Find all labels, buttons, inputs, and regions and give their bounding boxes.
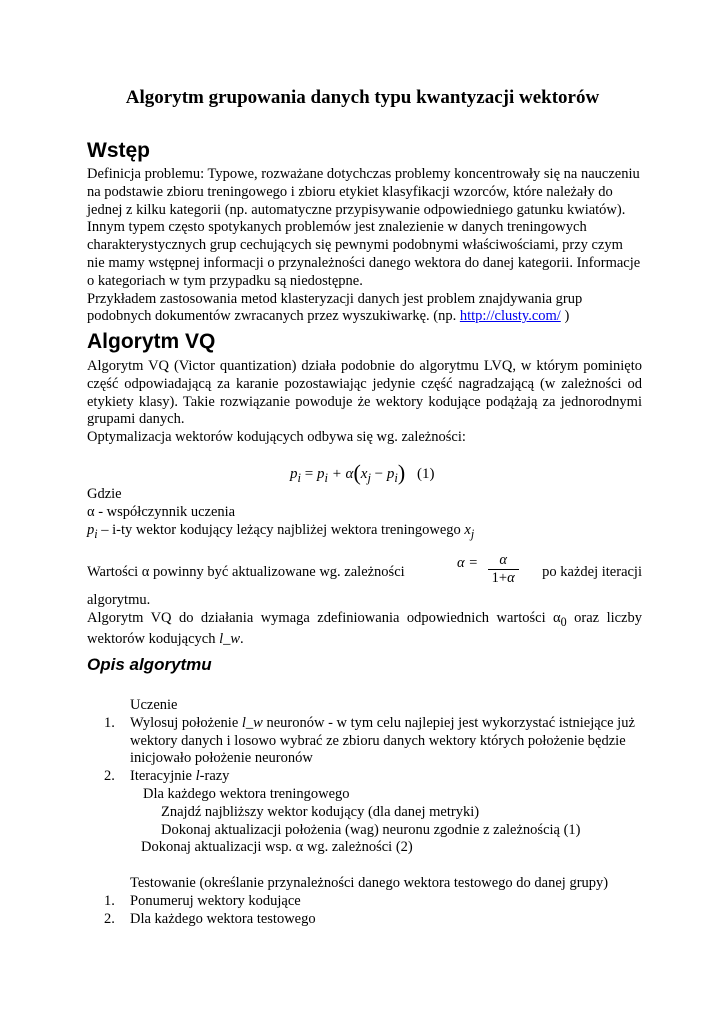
def-p-symbol: p: [87, 521, 95, 538]
formula-p: p: [290, 466, 298, 482]
formula-open-paren: (: [353, 460, 361, 485]
alpha-update-text: Wartości α powinny być aktualizowane wg. zależności: [87, 564, 405, 580]
step-1: [87, 715, 642, 768]
vq-params-text-a: Algorytm VQ do działania wymaga zdefiniowania odpowiednich wartości α: [87, 609, 561, 626]
formula-close-paren: ): [397, 460, 406, 485]
formula-equals: =: [300, 466, 317, 482]
formula-p3: p: [386, 466, 395, 482]
def-p-sub: i: [94, 526, 98, 541]
def-x-symbol: x: [464, 521, 471, 538]
step-2: [87, 768, 642, 786]
update-formula: [290, 460, 434, 486]
alpha-frac: [488, 552, 519, 587]
intro-paragraph: Definicja problemu: Typowe, rozważane dotychczas problemy koncentrowały się na nauczeniu na podstawie zbioru treningowego i zbioru etykiet klasyfikacji wzorców, które należały do jednej z kilku kategorii (np. automatyczne przypisywanie odpowiedniego gatunku kwiatów). Innym typem często spotykanych problemów jest znalezienie w danych treningowych charakterystycznych grup cechujących się pewnymi podobnymi właściwościami, przy czym nie mamy wstępnej informacji o przynależności danego wektora do danej kategorii. Informacje o kategoriach w tym przypadku są niedostępne.: [87, 166, 641, 289]
where-label: Gdzie: [87, 486, 122, 502]
alpha-frac-lhs: α =: [457, 554, 479, 571]
alpha-update-cont: algorytmu.: [87, 592, 151, 608]
test-step-1-number: 1.: [104, 892, 115, 909]
document-title: Algorytm grupowania danych typu kwantyzacji wektorów: [125, 87, 600, 108]
formula-sub-i3: i: [394, 471, 398, 485]
def-p: [87, 522, 642, 544]
def-alpha: α - współczynnik uczenia: [87, 503, 236, 520]
heading-algorytm-vq: Algorytm VQ: [87, 330, 216, 353]
testing-label: Testowanie (określanie przynależności danego wektora testowego do danej grupy): [130, 875, 609, 892]
vq-params-paragraph: [87, 610, 642, 649]
formula-x: x: [360, 466, 368, 482]
update-alpha: Dokonaj aktualizacji wsp. α wg. zależności (2): [141, 839, 413, 856]
step-2-number: 2.: [104, 768, 115, 785]
alpha-update-end: po każdej iteracji: [542, 564, 642, 580]
alpha-frac-den-alpha: α: [507, 570, 515, 586]
formula-sub-i: i: [297, 471, 301, 485]
step-1-text-b: neuronów - w tym celu najlepiej jest wykorzystać istniejące już wektory danych i losowo wybrać ze zbioru danych wektory których położenie będzie inicjowało położenie neuronów: [130, 714, 635, 767]
alpha-frac-numerator: α: [488, 552, 519, 570]
vq-params: [87, 592, 642, 649]
formula-plus-alpha: + α: [327, 466, 354, 482]
test-step-1: [87, 893, 642, 911]
step-1-lw: l_w: [241, 714, 263, 731]
training-label: Uczenie: [130, 697, 178, 713]
alpha-zero-sub: 0: [560, 614, 567, 629]
vq-params-end: .: [240, 631, 244, 648]
heading-opis-algorytmu: Opis algorytmu: [87, 655, 212, 674]
step-1-number: 1.: [104, 714, 115, 731]
clusty-link[interactable]: http://clusty.com/: [459, 308, 561, 325]
step-2-text-b: -razy: [199, 768, 230, 785]
step-2-l: l: [195, 768, 200, 785]
intro-example-end: ): [560, 308, 570, 325]
def-p-text: – i-ty wektor kodujący leżący najbliżej wektora treningowego: [97, 521, 465, 538]
vq-params-lw: l_w: [219, 631, 241, 648]
for-each-training: Dla każdego wektora treningowego: [143, 785, 350, 802]
definitions: [87, 486, 642, 543]
vq-optimization-text: Optymalizacja wektorów kodujących odbywa się wg. zależności:: [87, 429, 466, 446]
test-step-2-number: 2.: [104, 910, 115, 927]
formula-sub-i2: i: [324, 471, 328, 485]
formula-p2: p: [316, 466, 325, 482]
formula-number: (1): [416, 466, 435, 482]
algorithm-steps: [87, 697, 642, 929]
find-nearest: Znajdź najbliższy wektor kodujący (dla danej metryki): [161, 803, 480, 820]
intro-example-text: Przykładem zastosowania metod klasteryzacji danych jest problem znajdywania grup podobnych dokumentów zwracanych przez wyszukiwarkę. (np.: [87, 290, 583, 325]
step-2-text-a: Iteracyjnie: [130, 768, 196, 785]
spacer: [87, 857, 642, 875]
test-step-2: [87, 911, 642, 929]
intro-example-paragraph: [87, 291, 642, 327]
heading-wstep: Wstęp: [87, 139, 150, 162]
alpha-fraction: [457, 552, 525, 587]
formula-minus: −: [370, 466, 387, 482]
vq-params-text-b: oraz liczby wektorów kodujących: [87, 609, 642, 648]
intro-section: [87, 166, 642, 326]
def-x-sub: j: [470, 526, 475, 541]
test-step-1-text: Ponumeruj wektory kodujące: [130, 892, 301, 909]
vq-description: Algorytm VQ (Victor quantization) działa podobnie do algorytmu LVQ, w którym pominięto część odpowiadającą za karanie pozostawiając jedynie część nagradzającą (w zależności od etykiety klasy). Takie rozwiązanie powoduje że wektory kodujące podążają za jednorodnymi grupami danych.: [87, 358, 642, 428]
vq-section: [87, 358, 642, 447]
step-1-text-a: Wylosuj położenie: [130, 714, 242, 731]
alpha-frac-denominator: [488, 570, 519, 587]
formula-sub-j: j: [367, 471, 371, 485]
alpha-frac-den-prefix: 1+: [491, 570, 508, 586]
update-position: Dokonaj aktualizacji położenia (wag) neuronu zgodnie z zależnością (1): [161, 821, 581, 838]
test-step-2-text: Dla każdego wektora testowego: [130, 910, 316, 927]
